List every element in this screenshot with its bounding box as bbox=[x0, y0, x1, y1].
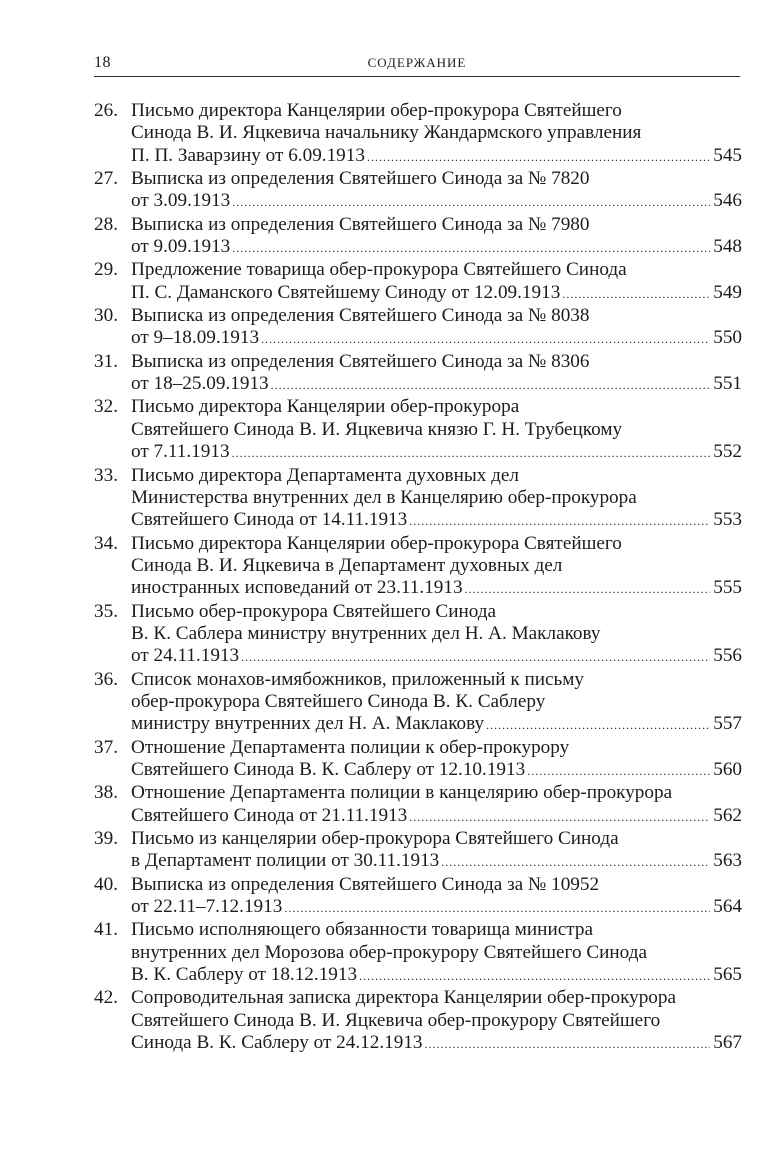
toc-entry bbox=[94, 874, 742, 920]
page-reference: 565 bbox=[713, 964, 742, 986]
entry-number: 32. bbox=[94, 396, 118, 418]
page-reference: 548 bbox=[713, 236, 742, 258]
entry-title-line: Синода В. И. Яцкевича начальнику Жандармского управления bbox=[131, 122, 642, 144]
entry-title-line: Выписка из определения Святейшего Синода за № 8038 bbox=[131, 305, 590, 327]
entry-title-line: Отношение Департамента полиции в канцелярию обер-прокурора bbox=[131, 782, 673, 804]
entry-title-line bbox=[131, 327, 742, 350]
entry-title-text: от 24.11.1913 bbox=[131, 645, 240, 667]
entry-number: 42. bbox=[94, 987, 118, 1009]
entry-title-text: министру внутренних дел Н. А. Маклакову bbox=[131, 713, 485, 735]
entry-number: 29. bbox=[94, 259, 118, 281]
entry-title bbox=[131, 737, 742, 783]
page-reference: 545 bbox=[713, 144, 742, 166]
entry-number: 33. bbox=[94, 464, 118, 486]
entry-title-text: от 7.11.1913 bbox=[131, 441, 230, 463]
dot-leader bbox=[284, 897, 710, 919]
entry-title-line bbox=[131, 577, 742, 600]
entry-title-line: Предложение товарища обер-прокурора Святейшего Синода bbox=[131, 259, 627, 281]
page-reference: 550 bbox=[713, 327, 742, 349]
entry-title bbox=[131, 168, 742, 214]
entry-title bbox=[131, 533, 742, 601]
entry-title-line bbox=[131, 1032, 742, 1055]
entry-title-line: Святейшего Синода В. И. Яцкевича обер-прокурору Святейшего bbox=[131, 1009, 661, 1031]
toc-entry bbox=[94, 737, 742, 783]
entry-title bbox=[131, 396, 742, 464]
toc-entry bbox=[94, 987, 742, 1055]
entry-title-line: Министерства внутренних дел в Канцелярию обер-прокурора bbox=[131, 486, 637, 508]
section-title: СОДЕРЖАНИЕ bbox=[367, 55, 467, 70]
entry-title-line: Выписка из определения Святейшего Синода за № 8306 bbox=[131, 350, 590, 372]
entry-title bbox=[131, 465, 742, 533]
entry-title-line bbox=[131, 190, 742, 213]
entry-number: 36. bbox=[94, 668, 118, 690]
entry-title-line: Сопроводительная записка директора Канцелярии обер-прокурора bbox=[131, 987, 677, 1009]
entry-title-line: Письмо директора Канцелярии обер-прокурора bbox=[131, 396, 520, 418]
toc-entry bbox=[94, 919, 742, 987]
entry-title bbox=[131, 874, 742, 920]
toc-entry bbox=[94, 100, 742, 168]
entry-title-text: от 9–18.09.1913 bbox=[131, 327, 260, 349]
entry-title bbox=[131, 601, 742, 669]
entry-title-line bbox=[131, 896, 742, 919]
toc-entry bbox=[94, 305, 742, 351]
entry-number: 31. bbox=[94, 350, 118, 372]
toc-entry bbox=[94, 465, 742, 533]
entry-title-line: Выписка из определения Святейшего Синода за № 7980 bbox=[131, 213, 590, 235]
entry-title-text: Святейшего Синода от 21.11.1913 bbox=[131, 804, 408, 826]
entry-title-line: Письмо из канцелярии обер-прокурора Святейшего Синода bbox=[131, 828, 619, 849]
entry-title bbox=[131, 669, 742, 737]
entry-title-line bbox=[131, 441, 742, 464]
toc-entry bbox=[94, 259, 742, 305]
dot-leader bbox=[261, 328, 710, 350]
entry-title-line bbox=[131, 509, 742, 532]
toc-entry bbox=[94, 669, 742, 737]
entry-title-text: в Департамент полиции от 30.11.1913 bbox=[131, 850, 440, 872]
toc-entry bbox=[94, 396, 742, 464]
entry-number: 39. bbox=[94, 828, 118, 849]
entry-title bbox=[131, 987, 742, 1055]
toc-entry bbox=[94, 351, 742, 397]
entry-title bbox=[131, 828, 742, 874]
entry-number: 34. bbox=[94, 532, 118, 554]
entry-number: 26. bbox=[94, 100, 118, 121]
toc-entry bbox=[94, 168, 742, 214]
entry-title-line bbox=[131, 645, 742, 668]
entry-title-text: В. К. Саблеру от 18.12.1913 bbox=[131, 964, 358, 986]
entry-title-line bbox=[131, 850, 742, 873]
entry-title-line: внутренних дел Морозова обер-прокурору Святейшего Синода bbox=[131, 941, 647, 963]
entry-number: 35. bbox=[94, 600, 118, 622]
entry-title-line bbox=[131, 236, 742, 259]
entry-title-line: Выписка из определения Святейшего Синода за № 10952 bbox=[131, 873, 600, 895]
toc-entry bbox=[94, 533, 742, 601]
entry-title-line bbox=[131, 964, 742, 987]
page-reference: 567 bbox=[713, 1032, 742, 1054]
entry-number: 30. bbox=[94, 305, 118, 327]
entry-title-line: Синода В. И. Яцкевича в Департамент духовных дел bbox=[131, 554, 563, 576]
page-reference: 553 bbox=[713, 509, 742, 531]
dot-leader bbox=[409, 510, 710, 532]
entry-title-text: Святейшего Синода В. К. Саблеру от 12.10.1913 bbox=[131, 758, 526, 780]
entry-title bbox=[131, 305, 742, 351]
entry-title-text: Святейшего Синода от 14.11.1913 bbox=[131, 509, 408, 531]
dot-leader bbox=[486, 714, 710, 736]
entry-title-line bbox=[131, 282, 742, 305]
entry-title-line: Письмо исполняющего обязанности товарища министра bbox=[131, 919, 593, 941]
dot-leader bbox=[527, 760, 710, 782]
running-head bbox=[94, 52, 740, 77]
entry-title-line: Отношение Департамента полиции к обер-прокурору bbox=[131, 736, 570, 758]
entry-number: 38. bbox=[94, 782, 118, 804]
dot-leader bbox=[562, 283, 710, 305]
page-reference: 556 bbox=[713, 645, 742, 667]
page-reference: 557 bbox=[713, 713, 742, 735]
entry-title-line bbox=[131, 145, 742, 168]
toc-entry bbox=[94, 828, 742, 874]
entry-title-text: П. С. Даманского Святейшему Синоду от 12.09.1913 bbox=[131, 281, 561, 303]
toc-entry bbox=[94, 782, 742, 828]
entry-title-text: от 18–25.09.1913 bbox=[131, 373, 269, 395]
page-reference: 551 bbox=[713, 373, 742, 395]
page-reference: 552 bbox=[713, 441, 742, 463]
dot-leader bbox=[425, 1033, 711, 1055]
entry-title-line: Письмо директора Канцелярии обер-прокурора Святейшего bbox=[131, 100, 622, 121]
entry-number: 28. bbox=[94, 213, 118, 235]
entry-title bbox=[131, 919, 742, 987]
entry-title-line: Список монахов-имябожников, приложенный к письму bbox=[131, 668, 584, 690]
dot-leader bbox=[409, 806, 710, 828]
toc-entry bbox=[94, 601, 742, 669]
dot-leader bbox=[367, 146, 710, 168]
entry-title-line: Письмо директора Канцелярии обер-прокурора Святейшего bbox=[131, 532, 622, 554]
entry-title-text: Синода В. К. Саблеру от 24.12.1913 bbox=[131, 1032, 423, 1054]
page-reference: 555 bbox=[713, 577, 742, 599]
page-reference: 560 bbox=[713, 758, 742, 780]
page-reference: 549 bbox=[713, 281, 742, 303]
entry-title-line: Письмо обер-прокурора Святейшего Синода bbox=[131, 600, 497, 622]
entry-title-line: обер-прокурора Святейшего Синода В. К. Саблеру bbox=[131, 690, 546, 712]
entry-number: 41. bbox=[94, 919, 118, 941]
entry-number: 40. bbox=[94, 873, 118, 895]
entry-title-line: Письмо директора Департамента духовных дел bbox=[131, 464, 520, 486]
entry-title-line: В. К. Саблера министру внутренних дел Н. А. Маклакову bbox=[131, 622, 601, 644]
dot-leader bbox=[359, 965, 710, 987]
entry-title bbox=[131, 214, 742, 260]
entry-title-line bbox=[131, 373, 742, 396]
entry-title bbox=[131, 782, 742, 828]
entry-title-line bbox=[131, 759, 742, 782]
dot-leader bbox=[271, 374, 711, 396]
entry-title-text: П. П. Заварзину от 6.09.1913 bbox=[131, 144, 365, 166]
dot-leader bbox=[232, 191, 710, 213]
dot-leader bbox=[241, 646, 710, 668]
dot-leader bbox=[441, 851, 710, 873]
table-of-contents bbox=[94, 100, 742, 1055]
toc-entry bbox=[94, 214, 742, 260]
entry-title-line bbox=[131, 805, 742, 828]
entry-title-line bbox=[131, 713, 742, 736]
entry-title-text: от 9.09.1913 bbox=[131, 236, 231, 258]
page-reference: 563 bbox=[713, 850, 742, 872]
page-number: 18 bbox=[94, 54, 111, 71]
page-reference: 562 bbox=[713, 804, 742, 826]
entry-title bbox=[131, 351, 742, 397]
entry-title bbox=[131, 100, 742, 168]
entry-title-text: от 22.11–7.12.1913 bbox=[131, 896, 283, 918]
entry-title-text: от 3.09.1913 bbox=[131, 190, 231, 212]
entry-number: 27. bbox=[94, 168, 118, 190]
entry-title-line: Выписка из определения Святейшего Синода за № 7820 bbox=[131, 168, 590, 190]
entry-number: 37. bbox=[94, 736, 118, 758]
dot-leader bbox=[465, 578, 711, 600]
dot-leader bbox=[232, 237, 710, 259]
entry-title-text: иностранных исповеданий от 23.11.1913 bbox=[131, 577, 463, 599]
entry-title bbox=[131, 259, 742, 305]
page-reference: 564 bbox=[713, 896, 742, 918]
dot-leader bbox=[232, 442, 711, 464]
entry-title-line: Святейшего Синода В. И. Яцкевича князю Г. Н. Трубецкому bbox=[131, 418, 623, 440]
page-reference: 546 bbox=[713, 190, 742, 212]
